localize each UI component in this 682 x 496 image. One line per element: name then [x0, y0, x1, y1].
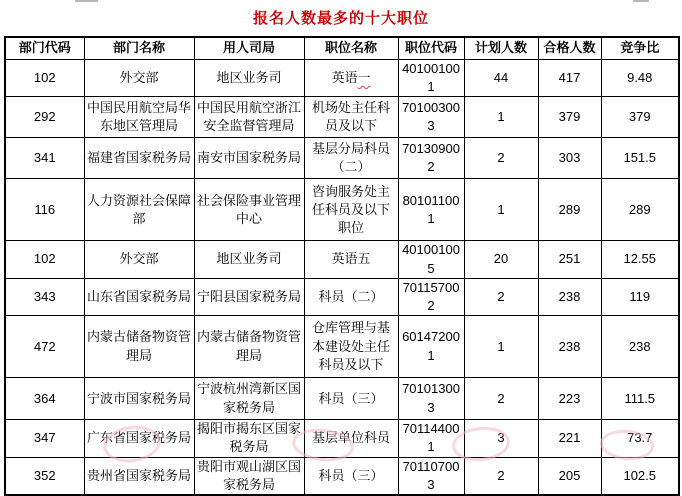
table-row	[5, 241, 679, 278]
table-cell: 地区业务司	[194, 60, 304, 97]
table-cell: 12.55	[601, 241, 679, 278]
column-header: 职位代码	[398, 37, 464, 60]
table-row	[5, 60, 679, 97]
table-cell: 中国民用航空局华东地区管理局	[84, 97, 194, 138]
table-cell: 102.5	[601, 457, 679, 495]
table-row	[5, 457, 679, 495]
table-cell: 289	[538, 179, 601, 241]
table-cell: 102	[5, 241, 84, 278]
table-row	[5, 316, 679, 378]
table-cell: 基层分局科员（二）	[304, 138, 398, 179]
table-row	[5, 97, 679, 138]
table-cell: 3	[464, 420, 538, 457]
table-row	[5, 179, 679, 241]
table-cell: 广东省国家税务局	[84, 420, 194, 457]
table-cell: 1	[464, 97, 538, 138]
table-cell: 238	[538, 278, 601, 315]
table-cell: 701157002	[398, 278, 464, 315]
table-cell: 仓库管理与基本建设处主任科员及以下	[304, 316, 398, 378]
table-cell: 揭阳市揭东区国家税务局	[194, 420, 304, 457]
table-cell: 宁波杭州湾新区国家税务局	[194, 378, 304, 420]
table-cell: 223	[538, 378, 601, 420]
table-cell: 宁波市国家税务局	[84, 378, 194, 420]
column-header: 用人司局	[194, 37, 304, 60]
table-cell: 701003003	[398, 97, 464, 138]
table-cell: 111.5	[601, 378, 679, 420]
table-cell: 401001001	[398, 60, 464, 97]
table-cell: 1	[464, 179, 538, 241]
screenshot-artifact-dash	[633, 0, 649, 2]
table-cell: 379	[538, 97, 601, 138]
table-cell: 379	[601, 97, 679, 138]
table-cell: 9.48	[601, 60, 679, 97]
table-cell: 401001005	[398, 241, 464, 278]
table-cell: 364	[5, 378, 84, 420]
table-cell: 44	[464, 60, 538, 97]
table-row	[5, 278, 679, 315]
table-cell: 238	[601, 316, 679, 378]
column-header: 合格人数	[538, 37, 601, 60]
table-row	[5, 138, 679, 179]
table-row	[5, 420, 679, 457]
table-cell: 科员（二）	[304, 278, 398, 315]
table-cell: 咨询服务处主任科员及以下职位	[304, 179, 398, 241]
table-cell: 205	[538, 457, 601, 495]
table-cell: 221	[538, 420, 601, 457]
page-title: 报名人数最多的十大职位	[252, 10, 429, 27]
column-header: 计划人数	[464, 37, 538, 60]
table-cell: 472	[5, 316, 84, 378]
table-cell: 701013003	[398, 378, 464, 420]
table-cell: 山东省国家税务局	[84, 278, 194, 315]
table-body	[5, 60, 679, 495]
table-cell: 1	[464, 316, 538, 378]
table-cell: 内蒙古储备物资管理局	[194, 316, 304, 378]
table-cell: 238	[538, 316, 601, 378]
header-row	[5, 37, 679, 60]
spellcheck-underline: 一	[357, 70, 371, 86]
table-cell: 292	[5, 97, 84, 138]
table-cell: 116	[5, 179, 84, 241]
table-cell: 417	[538, 60, 601, 97]
table-cell: 251	[538, 241, 601, 278]
table-cell: 机场处主任科员及以下	[304, 97, 398, 138]
table-cell: 2	[464, 278, 538, 315]
table-cell: 福建省国家税务局	[84, 138, 194, 179]
table-cell: 73.7	[601, 420, 679, 457]
table-cell: 2	[464, 138, 538, 179]
table-cell: 内蒙古储备物资管理局	[84, 316, 194, 378]
table-cell: 2	[464, 457, 538, 495]
table-cell: 289	[601, 179, 679, 241]
table-cell: 英语五	[304, 241, 398, 278]
table-cell: 601472001	[398, 316, 464, 378]
positions-table	[4, 36, 680, 496]
table-cell: 宁阳县国家税务局	[194, 278, 304, 315]
column-header: 部门名称	[84, 37, 194, 60]
table-cell: 英语一	[304, 60, 398, 97]
table-row	[5, 378, 679, 420]
table-cell: 贵阳市观山湖区国家税务局	[194, 457, 304, 495]
table-cell: 科员（三）	[304, 457, 398, 495]
table-cell: 151.5	[601, 138, 679, 179]
table-cell: 341	[5, 138, 84, 179]
table-cell: 701144001	[398, 420, 464, 457]
table-cell: 347	[5, 420, 84, 457]
table-cell: 701107003	[398, 457, 464, 495]
table-cell: 科员（三）	[304, 378, 398, 420]
table-cell: 102	[5, 60, 84, 97]
table-cell: 地区业务司	[194, 241, 304, 278]
table-cell: 119	[601, 278, 679, 315]
table-cell: 人力资源社会保障部	[84, 179, 194, 241]
table-cell: 基层单位科员	[304, 420, 398, 457]
table-cell: 801011001	[398, 179, 464, 241]
table-cell: 20	[464, 241, 538, 278]
column-header: 部门代码	[5, 37, 84, 60]
table-cell: 352	[5, 457, 84, 495]
screenshot-artifact-dash	[75, 0, 98, 2]
table-cell: 343	[5, 278, 84, 315]
table-cell: 外交部	[84, 241, 194, 278]
table-cell: 303	[538, 138, 601, 179]
table-cell: 701309002	[398, 138, 464, 179]
column-header: 职位名称	[304, 37, 398, 60]
table-cell: 中国民用航空浙江安全监督管理局	[194, 97, 304, 138]
table-cell: 南安市国家税务局	[194, 138, 304, 179]
column-header: 竞争比	[601, 37, 679, 60]
table-cell: 2	[464, 378, 538, 420]
table-cell: 外交部	[84, 60, 194, 97]
table-cell: 贵州省国家税务局	[84, 457, 194, 495]
table-cell: 社会保险事业管理中心	[194, 179, 304, 241]
